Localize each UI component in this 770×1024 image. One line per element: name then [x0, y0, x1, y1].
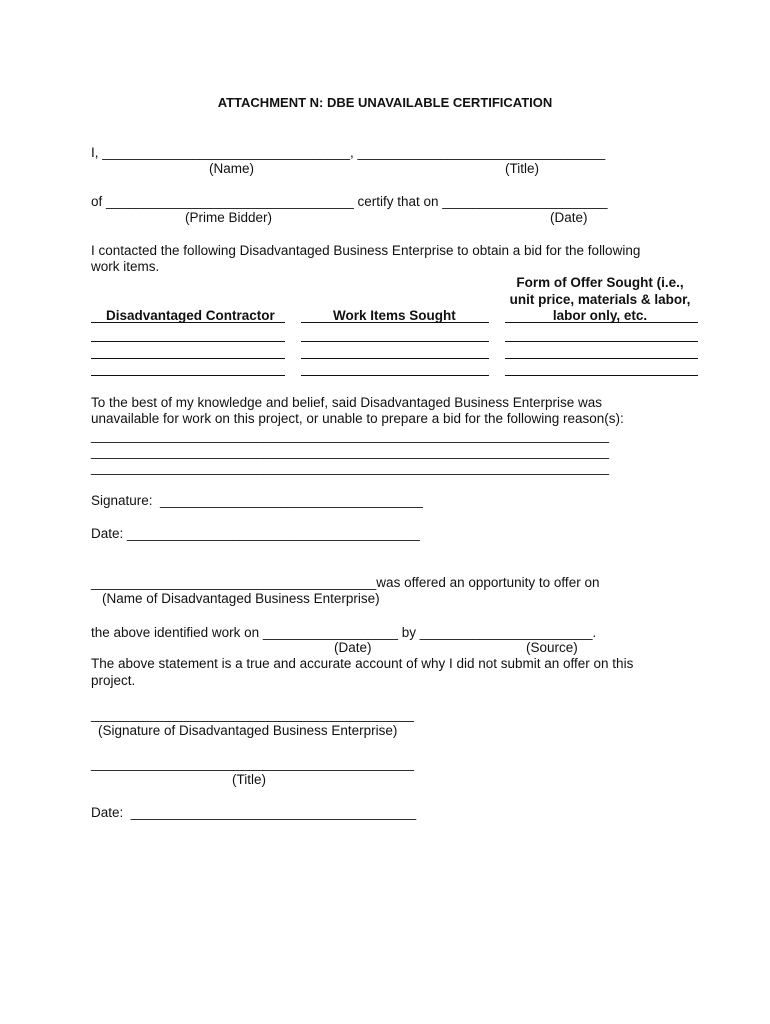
title-label: (Title) — [505, 161, 539, 176]
statement-line-1: The above statement is a true and accurate account of why I did not submit an offer on this — [91, 656, 634, 671]
col1-header-rule — [91, 322, 285, 323]
table-row-3-col2-blank[interactable] — [301, 375, 489, 376]
table-row-1-col1-blank[interactable] — [91, 341, 285, 342]
table-row-3-col1-blank[interactable] — [91, 375, 285, 376]
final-date-line[interactable]: Date: ______________________________________ — [91, 805, 417, 820]
table-row-3-col3-blank[interactable] — [505, 375, 698, 376]
col2-header: Work Items Sought — [333, 308, 456, 323]
col3-header-line2: unit price, materials & labor, — [509, 292, 691, 307]
prime-bidder-label: (Prime Bidder) — [185, 210, 273, 225]
signature-line[interactable]: Signature: ___________________________________ — [91, 493, 423, 508]
dbe-signature-blank[interactable]: ___________________________________________ — [91, 707, 414, 722]
work-on-line[interactable]: the above identified work on __________________ by _______________________. — [91, 625, 597, 640]
table-row-2-col1-blank[interactable] — [91, 358, 285, 359]
name-title-line[interactable]: I, _________________________________, _________________________________ — [91, 145, 606, 160]
table-row-1-col2-blank[interactable] — [301, 341, 489, 342]
dbe-signature-label: (Signature of Disadvantaged Business Enterprise) — [98, 723, 398, 738]
statement-line-2: project. — [91, 673, 136, 688]
table-row-2-col3-blank[interactable] — [505, 358, 698, 359]
table-row-1-col3-blank[interactable] — [505, 341, 698, 342]
reason-blank-1[interactable]: _____________________________________________________________________ — [91, 428, 610, 443]
knowledge-line-2: unavailable for work on this project, or unable to prepare a bid for the following reason(s): — [91, 411, 624, 426]
date-label: (Date) — [550, 210, 588, 225]
date-line[interactable]: Date: _______________________________________ — [91, 526, 420, 541]
col1-header: Disadvantaged Contractor — [106, 308, 275, 323]
col3-header-rule — [505, 322, 698, 323]
reason-blank-3[interactable]: _____________________________________________________________________ — [91, 460, 610, 475]
work-date-label: (Date) — [334, 640, 372, 655]
work-source-label: (Source) — [526, 640, 578, 655]
col2-header-rule — [301, 322, 489, 323]
dbe-title-label: (Title) — [232, 772, 266, 787]
name-label: (Name) — [209, 161, 255, 176]
reason-blank-2[interactable]: _____________________________________________________________________ — [91, 444, 610, 459]
dbe-offer-line[interactable]: ______________________________________was offered an opportunity to offer on — [91, 575, 600, 590]
intro-line-2: work items. — [91, 259, 160, 274]
dbe-title-blank[interactable]: ___________________________________________ — [91, 756, 414, 771]
prime-bidder-line[interactable]: of _________________________________ certify that on ______________________ — [91, 194, 608, 209]
col3-header-line1: Form of Offer Sought (i.e., — [516, 275, 684, 290]
dbe-name-label: (Name of Disadvantaged Business Enterprise) — [102, 591, 380, 606]
col3-header-line3: labor only, etc. — [552, 308, 648, 323]
document-title: ATTACHMENT N: DBE UNAVAILABLE CERTIFICATION — [217, 95, 553, 110]
table-row-2-col2-blank[interactable] — [301, 358, 489, 359]
intro-line-1: I contacted the following Disadvantaged Business Enterprise to obtain a bid for the following — [91, 243, 641, 258]
knowledge-line-1: To the best of my knowledge and belief, said Disadvantaged Business Enterprise was — [91, 395, 603, 410]
